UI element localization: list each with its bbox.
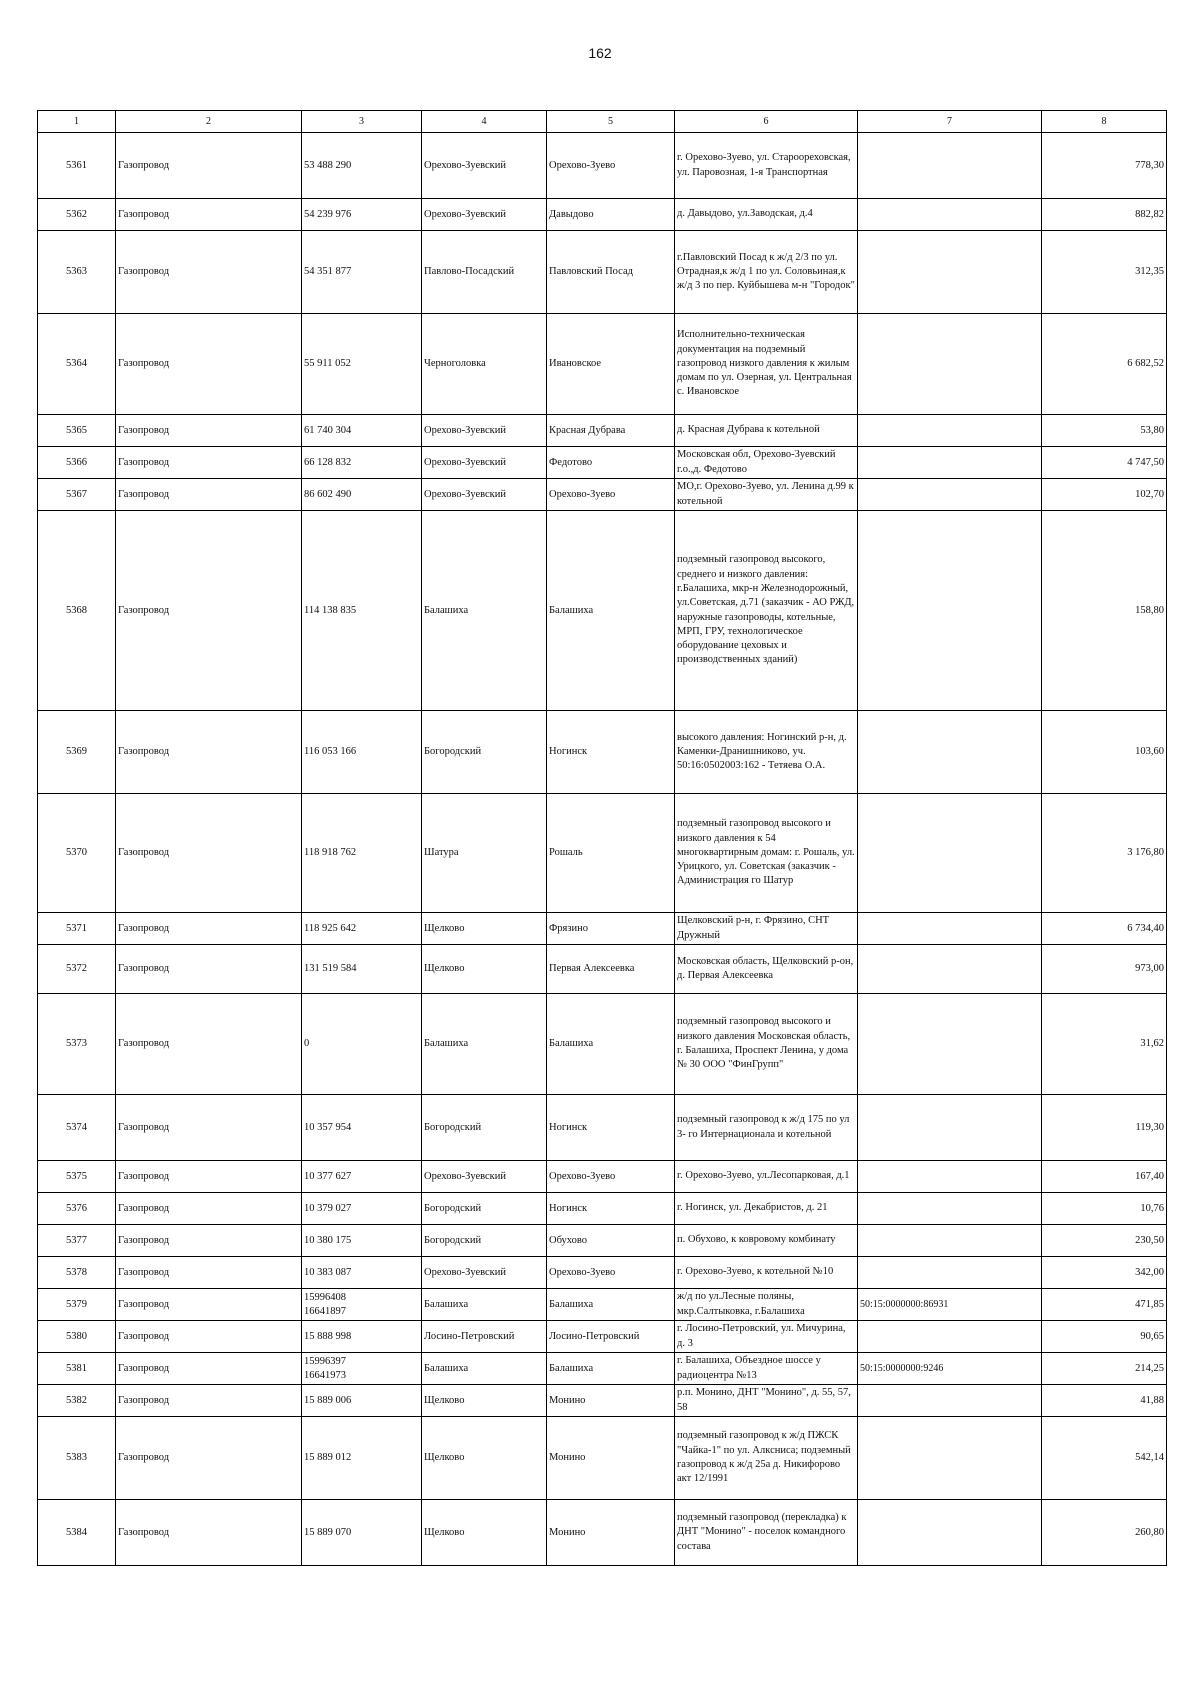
length-value: 102,70	[1042, 479, 1167, 511]
table-row	[38, 479, 1167, 511]
length-value: 158,80	[1042, 511, 1167, 711]
object-type: Газопровод	[116, 1257, 302, 1289]
object-type: Газопровод	[116, 913, 302, 945]
address-description: высокого давления: Ногинский р-н, д. Каменки-Дранишниково, уч. 50:16:0502003:162 - Тетяева О.А.	[675, 711, 858, 794]
object-type: Газопровод	[116, 1095, 302, 1161]
table-row	[38, 1289, 1167, 1321]
page-number: 162	[588, 45, 612, 61]
cadastral-number	[858, 1321, 1042, 1353]
inventory-number: 61 740 304	[302, 415, 422, 447]
cadastral-number	[858, 199, 1042, 231]
locality-name: Лосино-Петровский	[547, 1321, 675, 1353]
object-type: Газопровод	[116, 1385, 302, 1417]
table-row	[38, 1417, 1167, 1500]
district-name: Балашиха	[422, 1353, 547, 1385]
locality-name: Ивановское	[547, 314, 675, 415]
locality-name: Ногинск	[547, 1095, 675, 1161]
address-description: Исполнительно-техническая документация на подземный газопровод низкого давления к жилым домам по ул. Озерная, ул. Центральная с. Ивановское	[675, 314, 858, 415]
cadastral-number	[858, 1161, 1042, 1193]
locality-name: Балашиха	[547, 1289, 675, 1321]
address-description: подземный газопровод высокого и низкого давления Московская область, г. Балашиха, Проспект Ленина, у дома № 30 ООО "ФинГрупп"	[675, 994, 858, 1095]
address-description: г.Павловский Посад к ж/д 2/3 по ул. Отрадная,к ж/д 1 по ул. Соловьиная,к ж/д 3 по пер. Куйбышева м-н "Городок"	[675, 231, 858, 314]
table-row	[38, 447, 1167, 479]
district-name: Орехово-Зуевский	[422, 1161, 547, 1193]
address-description: Московская обл, Орехово-Зуевский г.о.,д. Федотово	[675, 447, 858, 479]
row-number: 5370	[38, 794, 116, 913]
table-row	[38, 945, 1167, 994]
table-row	[38, 133, 1167, 199]
length-value: 778,30	[1042, 133, 1167, 199]
district-name: Богородский	[422, 1095, 547, 1161]
locality-name: Орехово-Зуево	[547, 1257, 675, 1289]
address-description: г. Балашиха, Объездное шоссе у радиоцентра №13	[675, 1353, 858, 1385]
column-header: 5	[547, 111, 675, 133]
object-type: Газопровод	[116, 994, 302, 1095]
cadastral-number	[858, 133, 1042, 199]
row-number: 5378	[38, 1257, 116, 1289]
row-number: 5367	[38, 479, 116, 511]
table-row	[38, 1353, 1167, 1385]
table-row	[38, 314, 1167, 415]
address-description: Московская область, Щелковский р-он, д. Первая Алексеевка	[675, 945, 858, 994]
inventory-number: 10 357 954	[302, 1095, 422, 1161]
table-row	[38, 1321, 1167, 1353]
length-value: 3 176,80	[1042, 794, 1167, 913]
object-type: Газопровод	[116, 479, 302, 511]
inventory-number: 66 128 832	[302, 447, 422, 479]
address-description: подземный газопровод к ж/д 175 по ул 3- го Интернационала и котельной	[675, 1095, 858, 1161]
cadastral-number	[858, 1257, 1042, 1289]
object-type: Газопровод	[116, 711, 302, 794]
table-row	[38, 1257, 1167, 1289]
row-number: 5365	[38, 415, 116, 447]
object-type: Газопровод	[116, 415, 302, 447]
table-row	[38, 994, 1167, 1095]
row-number: 5380	[38, 1321, 116, 1353]
row-number: 5381	[38, 1353, 116, 1385]
length-value: 882,82	[1042, 199, 1167, 231]
row-number: 5384	[38, 1500, 116, 1566]
inventory-number: 118 925 642	[302, 913, 422, 945]
locality-name: Балашиха	[547, 1353, 675, 1385]
locality-name: Обухово	[547, 1225, 675, 1257]
cadastral-number	[858, 1095, 1042, 1161]
inventory-number: 15 889 006	[302, 1385, 422, 1417]
register-table	[37, 110, 1167, 1566]
column-header: 3	[302, 111, 422, 133]
locality-name: Монино	[547, 1500, 675, 1566]
district-name: Щелково	[422, 1500, 547, 1566]
column-header: 4	[422, 111, 547, 133]
cadastral-number	[858, 1225, 1042, 1257]
address-description: МО,г. Орехово-Зуево, ул. Ленина д.99 к котельной	[675, 479, 858, 511]
locality-name: Фрязино	[547, 913, 675, 945]
object-type: Газопровод	[116, 1193, 302, 1225]
object-type: Газопровод	[116, 1417, 302, 1500]
district-name: Черноголовка	[422, 314, 547, 415]
district-name: Орехово-Зуевский	[422, 199, 547, 231]
district-name: Орехово-Зуевский	[422, 1257, 547, 1289]
inventory-number: 15996408 16641897	[302, 1289, 422, 1321]
inventory-number: 10 383 087	[302, 1257, 422, 1289]
locality-name: Ногинск	[547, 1193, 675, 1225]
row-number: 5364	[38, 314, 116, 415]
inventory-number: 114 138 835	[302, 511, 422, 711]
cadastral-number	[858, 794, 1042, 913]
district-name: Орехово-Зуевский	[422, 479, 547, 511]
table-row	[38, 1161, 1167, 1193]
cadastral-number	[858, 1417, 1042, 1500]
locality-name: Давыдово	[547, 199, 675, 231]
locality-name: Орехово-Зуево	[547, 133, 675, 199]
row-number: 5379	[38, 1289, 116, 1321]
cadastral-number	[858, 447, 1042, 479]
district-name: Орехово-Зуевский	[422, 133, 547, 199]
table-row	[38, 1500, 1167, 1566]
address-description: г. Орехово-Зуево, к котельной №10	[675, 1257, 858, 1289]
table-row	[38, 199, 1167, 231]
address-description: подземный газопровод (перекладка) к ДНТ "Монино" - поселок командного состава	[675, 1500, 858, 1566]
inventory-number: 0	[302, 994, 422, 1095]
locality-name: Монино	[547, 1385, 675, 1417]
length-value: 542,14	[1042, 1417, 1167, 1500]
table-row	[38, 794, 1167, 913]
cadastral-number	[858, 711, 1042, 794]
row-number: 5382	[38, 1385, 116, 1417]
cadastral-number	[858, 415, 1042, 447]
row-number: 5361	[38, 133, 116, 199]
table-row	[38, 511, 1167, 711]
district-name: Лосино-Петровский	[422, 1321, 547, 1353]
table-row	[38, 1095, 1167, 1161]
row-number: 5368	[38, 511, 116, 711]
length-value: 230,50	[1042, 1225, 1167, 1257]
object-type: Газопровод	[116, 199, 302, 231]
address-description: д. Давыдово, ул.Заводская, д.4	[675, 199, 858, 231]
cadastral-number	[858, 913, 1042, 945]
district-name: Щелково	[422, 1417, 547, 1500]
object-type: Газопровод	[116, 1500, 302, 1566]
length-value: 214,25	[1042, 1353, 1167, 1385]
object-type: Газопровод	[116, 231, 302, 314]
table-row	[38, 711, 1167, 794]
district-name: Балашиха	[422, 511, 547, 711]
row-number: 5363	[38, 231, 116, 314]
length-value: 342,00	[1042, 1257, 1167, 1289]
table-row	[38, 1225, 1167, 1257]
address-description: г. Орехово-Зуево, ул. Староореховская, ул. Паровозная, 1-я Транспортная	[675, 133, 858, 199]
locality-name: Балашиха	[547, 994, 675, 1095]
length-value: 53,80	[1042, 415, 1167, 447]
table-row	[38, 415, 1167, 447]
row-number: 5383	[38, 1417, 116, 1500]
row-number: 5373	[38, 994, 116, 1095]
length-value: 312,35	[1042, 231, 1167, 314]
locality-name: Красная Дубрава	[547, 415, 675, 447]
inventory-number: 10 377 627	[302, 1161, 422, 1193]
district-name: Щелково	[422, 1385, 547, 1417]
district-name: Орехово-Зуевский	[422, 415, 547, 447]
address-description: п. Обухово, к ковровому комбинату	[675, 1225, 858, 1257]
inventory-number: 15 889 070	[302, 1500, 422, 1566]
inventory-number: 53 488 290	[302, 133, 422, 199]
inventory-number: 10 380 175	[302, 1225, 422, 1257]
district-name: Богородский	[422, 1225, 547, 1257]
row-number: 5369	[38, 711, 116, 794]
column-header: 6	[675, 111, 858, 133]
district-name: Богородский	[422, 711, 547, 794]
locality-name: Монино	[547, 1417, 675, 1500]
locality-name: Федотово	[547, 447, 675, 479]
length-value: 471,85	[1042, 1289, 1167, 1321]
table-body	[38, 133, 1167, 1566]
table-row	[38, 913, 1167, 945]
length-value: 4 747,50	[1042, 447, 1167, 479]
district-name: Павлово-Посадский	[422, 231, 547, 314]
locality-name: Рошаль	[547, 794, 675, 913]
length-value: 6 734,40	[1042, 913, 1167, 945]
length-value: 10,76	[1042, 1193, 1167, 1225]
address-description: г. Лосино-Петровский, ул. Мичурина, д. 3	[675, 1321, 858, 1353]
district-name: Орехово-Зуевский	[422, 447, 547, 479]
header-row	[38, 111, 1167, 133]
row-number: 5366	[38, 447, 116, 479]
address-description: ж/д по ул.Лесные поляны, мкр.Салтыковка, г.Балашиха	[675, 1289, 858, 1321]
object-type: Газопровод	[116, 945, 302, 994]
address-description: подземный газопровод высокого, среднего и низкого давления: г.Балашиха, мкр-н Железнодорожный, ул.Советская, д.71 (заказчик - АО РЖД, наружные газопроводы, котельные, МРП, ГРУ, технологическое оборудование цеховых и производственных зданий)	[675, 511, 858, 711]
inventory-number: 15 889 012	[302, 1417, 422, 1500]
address-description: р.п. Монино, ДНТ "Монино", д. 55, 57, 58	[675, 1385, 858, 1417]
length-value: 260,80	[1042, 1500, 1167, 1566]
cadastral-number: 50:15:0000000:86931	[858, 1289, 1042, 1321]
locality-name: Первая Алексеевка	[547, 945, 675, 994]
table-row	[38, 231, 1167, 314]
locality-name: Павловский Посад	[547, 231, 675, 314]
inventory-number: 10 379 027	[302, 1193, 422, 1225]
object-type: Газопровод	[116, 1225, 302, 1257]
length-value: 41,88	[1042, 1385, 1167, 1417]
object-type: Газопровод	[116, 447, 302, 479]
cadastral-number	[858, 994, 1042, 1095]
locality-name: Орехово-Зуево	[547, 1161, 675, 1193]
length-value: 31,62	[1042, 994, 1167, 1095]
cadastral-number	[858, 479, 1042, 511]
row-number: 5375	[38, 1161, 116, 1193]
district-name: Балашиха	[422, 994, 547, 1095]
address-description: Щелковский р-н, г. Фрязино, СНТ Дружный	[675, 913, 858, 945]
length-value: 90,65	[1042, 1321, 1167, 1353]
district-name: Балашиха	[422, 1289, 547, 1321]
column-header: 2	[116, 111, 302, 133]
inventory-number: 118 918 762	[302, 794, 422, 913]
object-type: Газопровод	[116, 1161, 302, 1193]
object-type: Газопровод	[116, 1321, 302, 1353]
inventory-number: 54 239 976	[302, 199, 422, 231]
cadastral-number	[858, 511, 1042, 711]
table-row	[38, 1193, 1167, 1225]
district-name: Богородский	[422, 1193, 547, 1225]
row-number: 5371	[38, 913, 116, 945]
object-type: Газопровод	[116, 1353, 302, 1385]
column-header: 8	[1042, 111, 1167, 133]
cadastral-number: 50:15:0000000:9246	[858, 1353, 1042, 1385]
inventory-number: 131 519 584	[302, 945, 422, 994]
length-value: 167,40	[1042, 1161, 1167, 1193]
column-header: 7	[858, 111, 1042, 133]
cadastral-number	[858, 945, 1042, 994]
object-type: Газопровод	[116, 314, 302, 415]
address-description: г. Орехово-Зуево, ул.Лесопарковая, д.1	[675, 1161, 858, 1193]
inventory-number: 86 602 490	[302, 479, 422, 511]
inventory-number: 15 888 998	[302, 1321, 422, 1353]
object-type: Газопровод	[116, 794, 302, 913]
inventory-number: 55 911 052	[302, 314, 422, 415]
district-name: Шатура	[422, 794, 547, 913]
row-number: 5362	[38, 199, 116, 231]
length-value: 103,60	[1042, 711, 1167, 794]
locality-name: Орехово-Зуево	[547, 479, 675, 511]
row-number: 5377	[38, 1225, 116, 1257]
inventory-number: 54 351 877	[302, 231, 422, 314]
column-header: 1	[38, 111, 116, 133]
locality-name: Балашиха	[547, 511, 675, 711]
cadastral-number	[858, 1385, 1042, 1417]
row-number: 5376	[38, 1193, 116, 1225]
inventory-number: 116 053 166	[302, 711, 422, 794]
cadastral-number	[858, 1193, 1042, 1225]
object-type: Газопровод	[116, 511, 302, 711]
address-description: д. Красная Дубрава к котельной	[675, 415, 858, 447]
object-type: Газопровод	[116, 1289, 302, 1321]
address-description: подземный газопровод к ж/д ПЖСК "Чайка-1" по ул. Алксниса; подземный газопровод к ж/д 25а д. Никифорово акт 12/1991	[675, 1417, 858, 1500]
locality-name: Ногинск	[547, 711, 675, 794]
row-number: 5372	[38, 945, 116, 994]
district-name: Щелково	[422, 913, 547, 945]
district-name: Щелково	[422, 945, 547, 994]
length-value: 6 682,52	[1042, 314, 1167, 415]
cadastral-number	[858, 231, 1042, 314]
cadastral-number	[858, 1500, 1042, 1566]
cadastral-number	[858, 314, 1042, 415]
length-value: 973,00	[1042, 945, 1167, 994]
table-row	[38, 1385, 1167, 1417]
address-description: подземный газопровод высокого и низкого давления к 54 многоквартирным домам: г. Рошаль, ул. Урицкого, ул. Советская (заказчик - Администрация го Шатур	[675, 794, 858, 913]
object-type: Газопровод	[116, 133, 302, 199]
length-value: 119,30	[1042, 1095, 1167, 1161]
inventory-number: 15996397 16641973	[302, 1353, 422, 1385]
address-description: г. Ногинск, ул. Декабристов, д. 21	[675, 1193, 858, 1225]
row-number: 5374	[38, 1095, 116, 1161]
